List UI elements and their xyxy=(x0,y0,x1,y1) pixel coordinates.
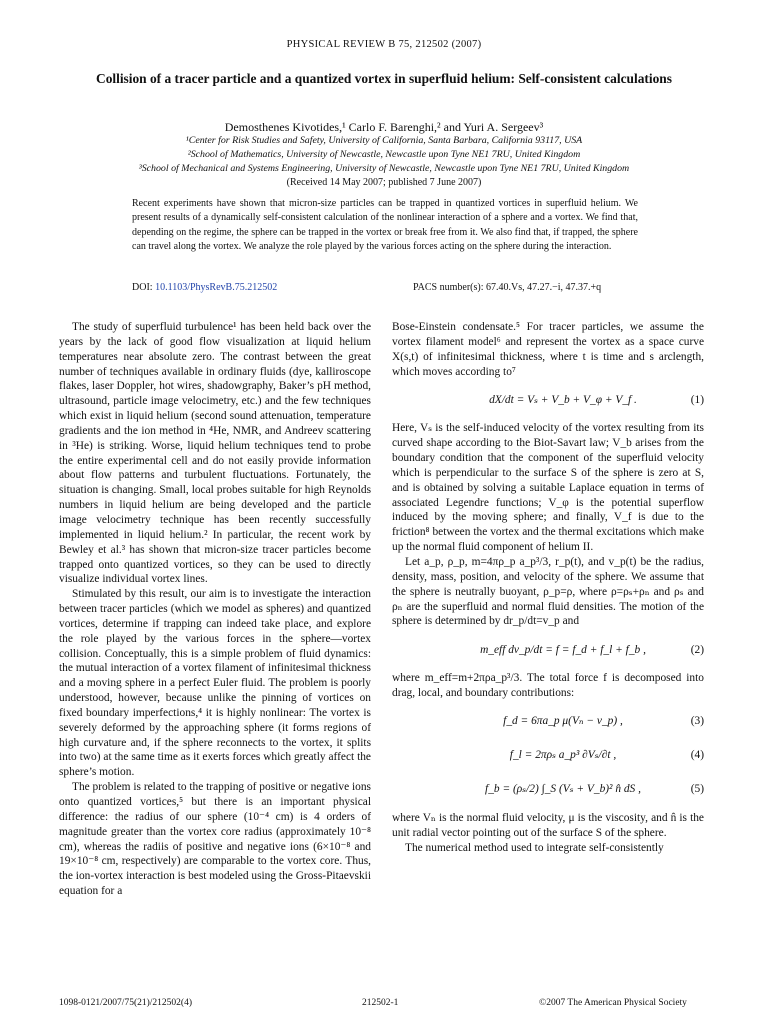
affiliation-1: ¹Center for Risk Studies and Safety, University of California, Santa Barbara, California 93117, USA xyxy=(185,135,583,146)
body-paragraph: The numerical method used to integrate self-consistently xyxy=(405,841,664,854)
author-list: Demosthenes Kivotides,¹ Carlo F. Barenghi,² and Yuri A. Sergeev³ xyxy=(224,120,544,134)
equation-1 xyxy=(392,387,704,413)
right-column xyxy=(392,320,704,855)
doi-line xyxy=(132,282,277,293)
equation-number: (1) xyxy=(690,393,704,406)
body-paragraph: Stimulated by this result, our aim is to investigate the interaction between tracer particles (which we model as spheres) and quantized vortices, determine if trapping can indeed take place, and explore the role played by the various forces in the sphere—vortex collision. Conceptually, this is a simple problem of fluid dynamics: the mutual interaction of a vortex filament of infinitesimal thickness and a moving sphere in a perfect Euler fluid. The problem is poorly understood, however, because unlike the pinning of vortices on fixed boundary imperfections,⁴ it is highly nonlinear: The vortex is severely deformed by the approaching sphere (it forms regions of high curvature and, if the sphere reconnects to the vortex, it splits into two) at the same time as it exerts forces which greatly affect the sphere’s motion. xyxy=(59,588,371,779)
equation-number: (2) xyxy=(690,643,704,656)
equation-5 xyxy=(392,777,704,803)
equation-number: (5) xyxy=(690,783,704,796)
pacs-numbers: PACS number(s): 67.40.Vs, 47.27.−i, 47.37.+q xyxy=(413,282,602,293)
body-paragraph: The study of superfluid turbulence¹ has been held back over the years by the lack of good flow visualization at liquid helium temperatures near absolute zero. The contrast between the great number of techniques available in ordinary fluids (dye, kalliroscope flakes, laser Doppler, hot wires, shadowgraphy, Baker’s pH method, ultrasound, particle image velocimetry, etc.) and the few techniques which exist in liquid helium (second sound attenuation, temperature gradients and the ion method in ⁴He, NMR, and Andreev scattering in ³He) is striking. Worse, liquid helium techniques tend to probe the entire experimental cell and do not easily provide information about flow patterns and turbulent fluctuations. Fortunately, the situation is changing. Small, local probes suitable for high Reynolds numbers in liquid helium are being developed and the particle image velocimetry technique has been recently successfully implemented in liquid helium.² In particular, the recent work by Bewley et al.³ has shown that micron-size tracer particles become trapped onto quantized vortices, so they can be used to directly visualize individual vortex lines. xyxy=(59,321,371,586)
equation-expression: dX/dt = Vₛ + V_b + V_φ + V_f . xyxy=(489,393,637,406)
equation-2 xyxy=(392,637,704,663)
body-paragraph: Here, Vₛ is the self-induced velocity of the vortex resulting from its curved shape according to the Biot-Savart law; V_b arises from the boundary condition that the component of the superfluid velocity which is perpendicular to the surface S of the sphere is zero at S, and is obtained by solving a suitable Laplace equation in terms of associated Legendre functions; V_φ is the potential superflow induced by the moving sphere; and finally, V_f is due to the friction⁸ between the vortex and the thermal excitations which make up the normal fluid component of helium II. xyxy=(392,422,704,554)
equation-3 xyxy=(392,709,704,735)
doi-link[interactable]: 10.1103/PhysRevB.75.212502 xyxy=(155,282,278,293)
equation-number: (3) xyxy=(690,715,704,728)
received-date: (Received 14 May 2007; published 7 June 2007) xyxy=(286,177,482,188)
body-paragraph: where m_eff=m+2πρa_p³/3. The total force f is decomposed into drag, local, and boundary contributions: xyxy=(392,672,704,700)
body-paragraph: Bose-Einstein condensate.⁵ For tracer particles, we assume the vortex filament model⁶ and represent the vortex as a space curve X(s,t) of infinitesimal thickness, where t is time and s arclength, which moves according to⁷ xyxy=(392,321,704,378)
equation-expression: f_d = 6πa_p μ(Vₙ − v_p) , xyxy=(503,715,623,728)
equation-expression: f_l = 2πρₛ a_p³ ∂Vₛ/∂t , xyxy=(509,749,617,762)
copyright: ©2007 The American Physical Society xyxy=(539,998,687,1008)
body-paragraph: The problem is related to the trapping of positive or negative ions onto quantized vortices,⁵ but there is an important physical difference: the radius of our sphere (10⁻⁴ cm) is 4 orders of magnitude greater than the vortex core radius (approximately 10⁻⁸ cm), whereas the radiis of positive and negative ions (6×10⁻⁸ and 19×10⁻⁸ cm, respectively) are comparable to the vortex core. Thus, the ion-vortex interaction is best modeled using the Gross-Pitaevskii equation for a xyxy=(59,781,371,898)
equation-4 xyxy=(392,743,704,769)
left-column xyxy=(59,320,371,899)
body-paragraph: where Vₙ is the normal fluid velocity, μ is the viscosity, and n̂ is the unit radial vector pointing out of the surface S of the sphere. xyxy=(392,811,704,839)
abstract: Recent experiments have shown that micron-size particles can be trapped in quantized vortices in superfluid helium. We present results of a dynamically self-consistent calculation of the nonlinear interaction of a sphere and a vortex. We find that, depending on the regime, the sphere can be trapped in the vortex or break free from it. We also find that, if trapped, the sphere can travel along the vortex. We analyze the role played by the various forces acting on the sphere during the interaction. xyxy=(132,198,638,253)
footer-code: 1098-0121/2007/75(21)/212502(4) xyxy=(59,998,192,1008)
doi-label: DOI: xyxy=(132,282,153,293)
body-paragraph: Let a_p, ρ_p, m=4πρ_p a_p³/3, r_p(t), and v_p(t) be the radius, density, mass, position, and velocity of the sphere. We assume that the sphere is neutrally buoyant, ρ_p=ρ, where ρ=ρₛ+ρₙ and ρₛ and ρₙ are the superfluid and normal fluid densities. The motion of the sphere is determined by dr_p/dt=v_p and xyxy=(392,555,704,628)
equation-expression: m_eff dv_p/dt = f = f_d + f_l + f_b , xyxy=(480,643,646,656)
affiliation-2: ²School of Mathematics, University of Newcastle, Newcastle upon Tyne NE1 7RU, United Kingdom xyxy=(187,149,581,160)
equation-expression: f_b = (ρₛ/2) ∫_S (Vₛ + V_b)² n̂ dS , xyxy=(485,783,641,796)
equation-number: (4) xyxy=(690,749,704,762)
journal-header: PHYSICAL REVIEW B 75, 212502 (2007) xyxy=(286,39,482,50)
affiliation-3: ³School of Mechanical and Systems Engineering, University of Newcastle, Newcastle upon Tyne NE1 7RU, United Kingdom xyxy=(138,163,630,174)
paper-title: Collision of a tracer particle and a quantized vortex in superfluid helium: Self-consistent calculations xyxy=(96,71,672,86)
page-number: 212502-1 xyxy=(362,998,399,1008)
